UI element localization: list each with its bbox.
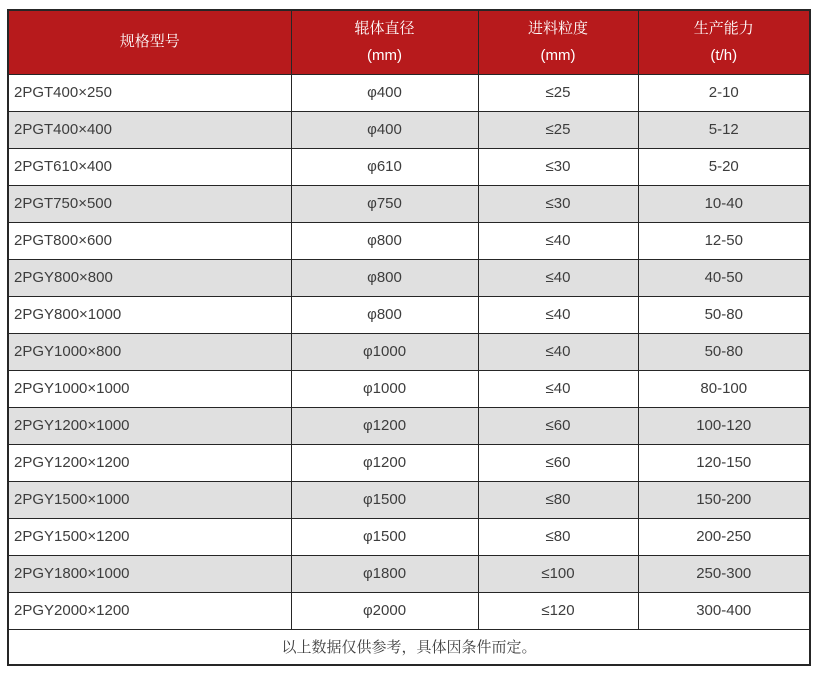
cell-feed-size: ≤60 (478, 444, 638, 481)
cell-roller-diameter: φ1200 (291, 444, 478, 481)
cell-capacity: 300-400 (638, 592, 810, 629)
cell-model: 2PGT800×600 (8, 222, 291, 259)
cell-feed-size: ≤40 (478, 296, 638, 333)
table-row (8, 185, 810, 222)
column-header-3 (638, 10, 810, 74)
cell-capacity: 5-12 (638, 111, 810, 148)
cell-capacity: 5-20 (638, 148, 810, 185)
cell-roller-diameter: φ400 (291, 111, 478, 148)
cell-roller-diameter: φ800 (291, 259, 478, 296)
cell-feed-size: ≤80 (478, 518, 638, 555)
table-row (8, 296, 810, 333)
column-header-unit: (t/h) (710, 46, 738, 64)
cell-capacity: 80-100 (638, 370, 810, 407)
spec-table (7, 9, 811, 666)
table-row (8, 518, 810, 555)
column-header-title: 辊体直径 (354, 19, 415, 37)
cell-model: 2PGT750×500 (8, 185, 291, 222)
column-header-title: 规格型号 (119, 33, 180, 51)
cell-model: 2PGT400×250 (8, 74, 291, 111)
cell-model: 2PGY1200×1200 (8, 444, 291, 481)
cell-roller-diameter: φ400 (291, 74, 478, 111)
column-header-title: 生产能力 (693, 19, 754, 37)
cell-roller-diameter: φ1200 (291, 407, 478, 444)
cell-capacity: 200-250 (638, 518, 810, 555)
column-header-title: 进料粒度 (527, 19, 588, 37)
cell-feed-size: ≤80 (478, 481, 638, 518)
column-header-0 (8, 10, 291, 74)
column-header-unit: (mm) (540, 46, 576, 64)
footer-row (8, 629, 810, 665)
cell-model: 2PGY1500×1200 (8, 518, 291, 555)
cell-capacity: 250-300 (638, 555, 810, 592)
cell-feed-size: ≤30 (478, 148, 638, 185)
cell-capacity: 10-40 (638, 185, 810, 222)
table-row (8, 74, 810, 111)
cell-model: 2PGY1000×1000 (8, 370, 291, 407)
table-row (8, 481, 810, 518)
cell-capacity: 50-80 (638, 333, 810, 370)
table-body (8, 74, 810, 629)
table-row (8, 222, 810, 259)
cell-roller-diameter: φ1000 (291, 370, 478, 407)
cell-roller-diameter: φ2000 (291, 592, 478, 629)
table-row (8, 370, 810, 407)
cell-model: 2PGY1000×800 (8, 333, 291, 370)
cell-model: 2PGT610×400 (8, 148, 291, 185)
table-row (8, 407, 810, 444)
cell-feed-size: ≤40 (478, 370, 638, 407)
cell-model: 2PGY800×1000 (8, 296, 291, 333)
table-header (8, 10, 810, 74)
cell-feed-size: ≤100 (478, 555, 638, 592)
cell-model: 2PGY1500×1000 (8, 481, 291, 518)
cell-capacity: 12-50 (638, 222, 810, 259)
cell-model: 2PGY2000×1200 (8, 592, 291, 629)
cell-feed-size: ≤25 (478, 111, 638, 148)
table-row (8, 111, 810, 148)
cell-model: 2PGY1200×1000 (8, 407, 291, 444)
table-row (8, 555, 810, 592)
cell-feed-size: ≤120 (478, 592, 638, 629)
cell-feed-size: ≤40 (478, 222, 638, 259)
cell-capacity: 50-80 (638, 296, 810, 333)
cell-roller-diameter: φ1800 (291, 555, 478, 592)
cell-capacity: 120-150 (638, 444, 810, 481)
cell-feed-size: ≤40 (478, 333, 638, 370)
table-footer (8, 629, 810, 665)
cell-roller-diameter: φ1000 (291, 333, 478, 370)
cell-roller-diameter: φ800 (291, 222, 478, 259)
table-row (8, 259, 810, 296)
column-header-2 (478, 10, 638, 74)
cell-capacity: 100-120 (638, 407, 810, 444)
cell-feed-size: ≤30 (478, 185, 638, 222)
cell-capacity: 2-10 (638, 74, 810, 111)
column-header-unit: (mm) (367, 46, 402, 64)
cell-capacity: 40-50 (638, 259, 810, 296)
cell-roller-diameter: φ1500 (291, 518, 478, 555)
cell-feed-size: ≤40 (478, 259, 638, 296)
column-header-1 (291, 10, 478, 74)
cell-roller-diameter: φ1500 (291, 481, 478, 518)
cell-feed-size: ≤60 (478, 407, 638, 444)
table-row (8, 444, 810, 481)
cell-roller-diameter: φ800 (291, 296, 478, 333)
cell-roller-diameter: φ610 (291, 148, 478, 185)
cell-model: 2PGY800×800 (8, 259, 291, 296)
table-row (8, 592, 810, 629)
cell-model: 2PGT400×400 (8, 111, 291, 148)
cell-roller-diameter: φ750 (291, 185, 478, 222)
header-row (8, 10, 810, 74)
cell-capacity: 150-200 (638, 481, 810, 518)
table-row (8, 333, 810, 370)
cell-model: 2PGY1800×1000 (8, 555, 291, 592)
table-row (8, 148, 810, 185)
cell-feed-size: ≤25 (478, 74, 638, 111)
footer-note: 以上数据仅供参考，具体因条件而定。 (8, 629, 810, 665)
